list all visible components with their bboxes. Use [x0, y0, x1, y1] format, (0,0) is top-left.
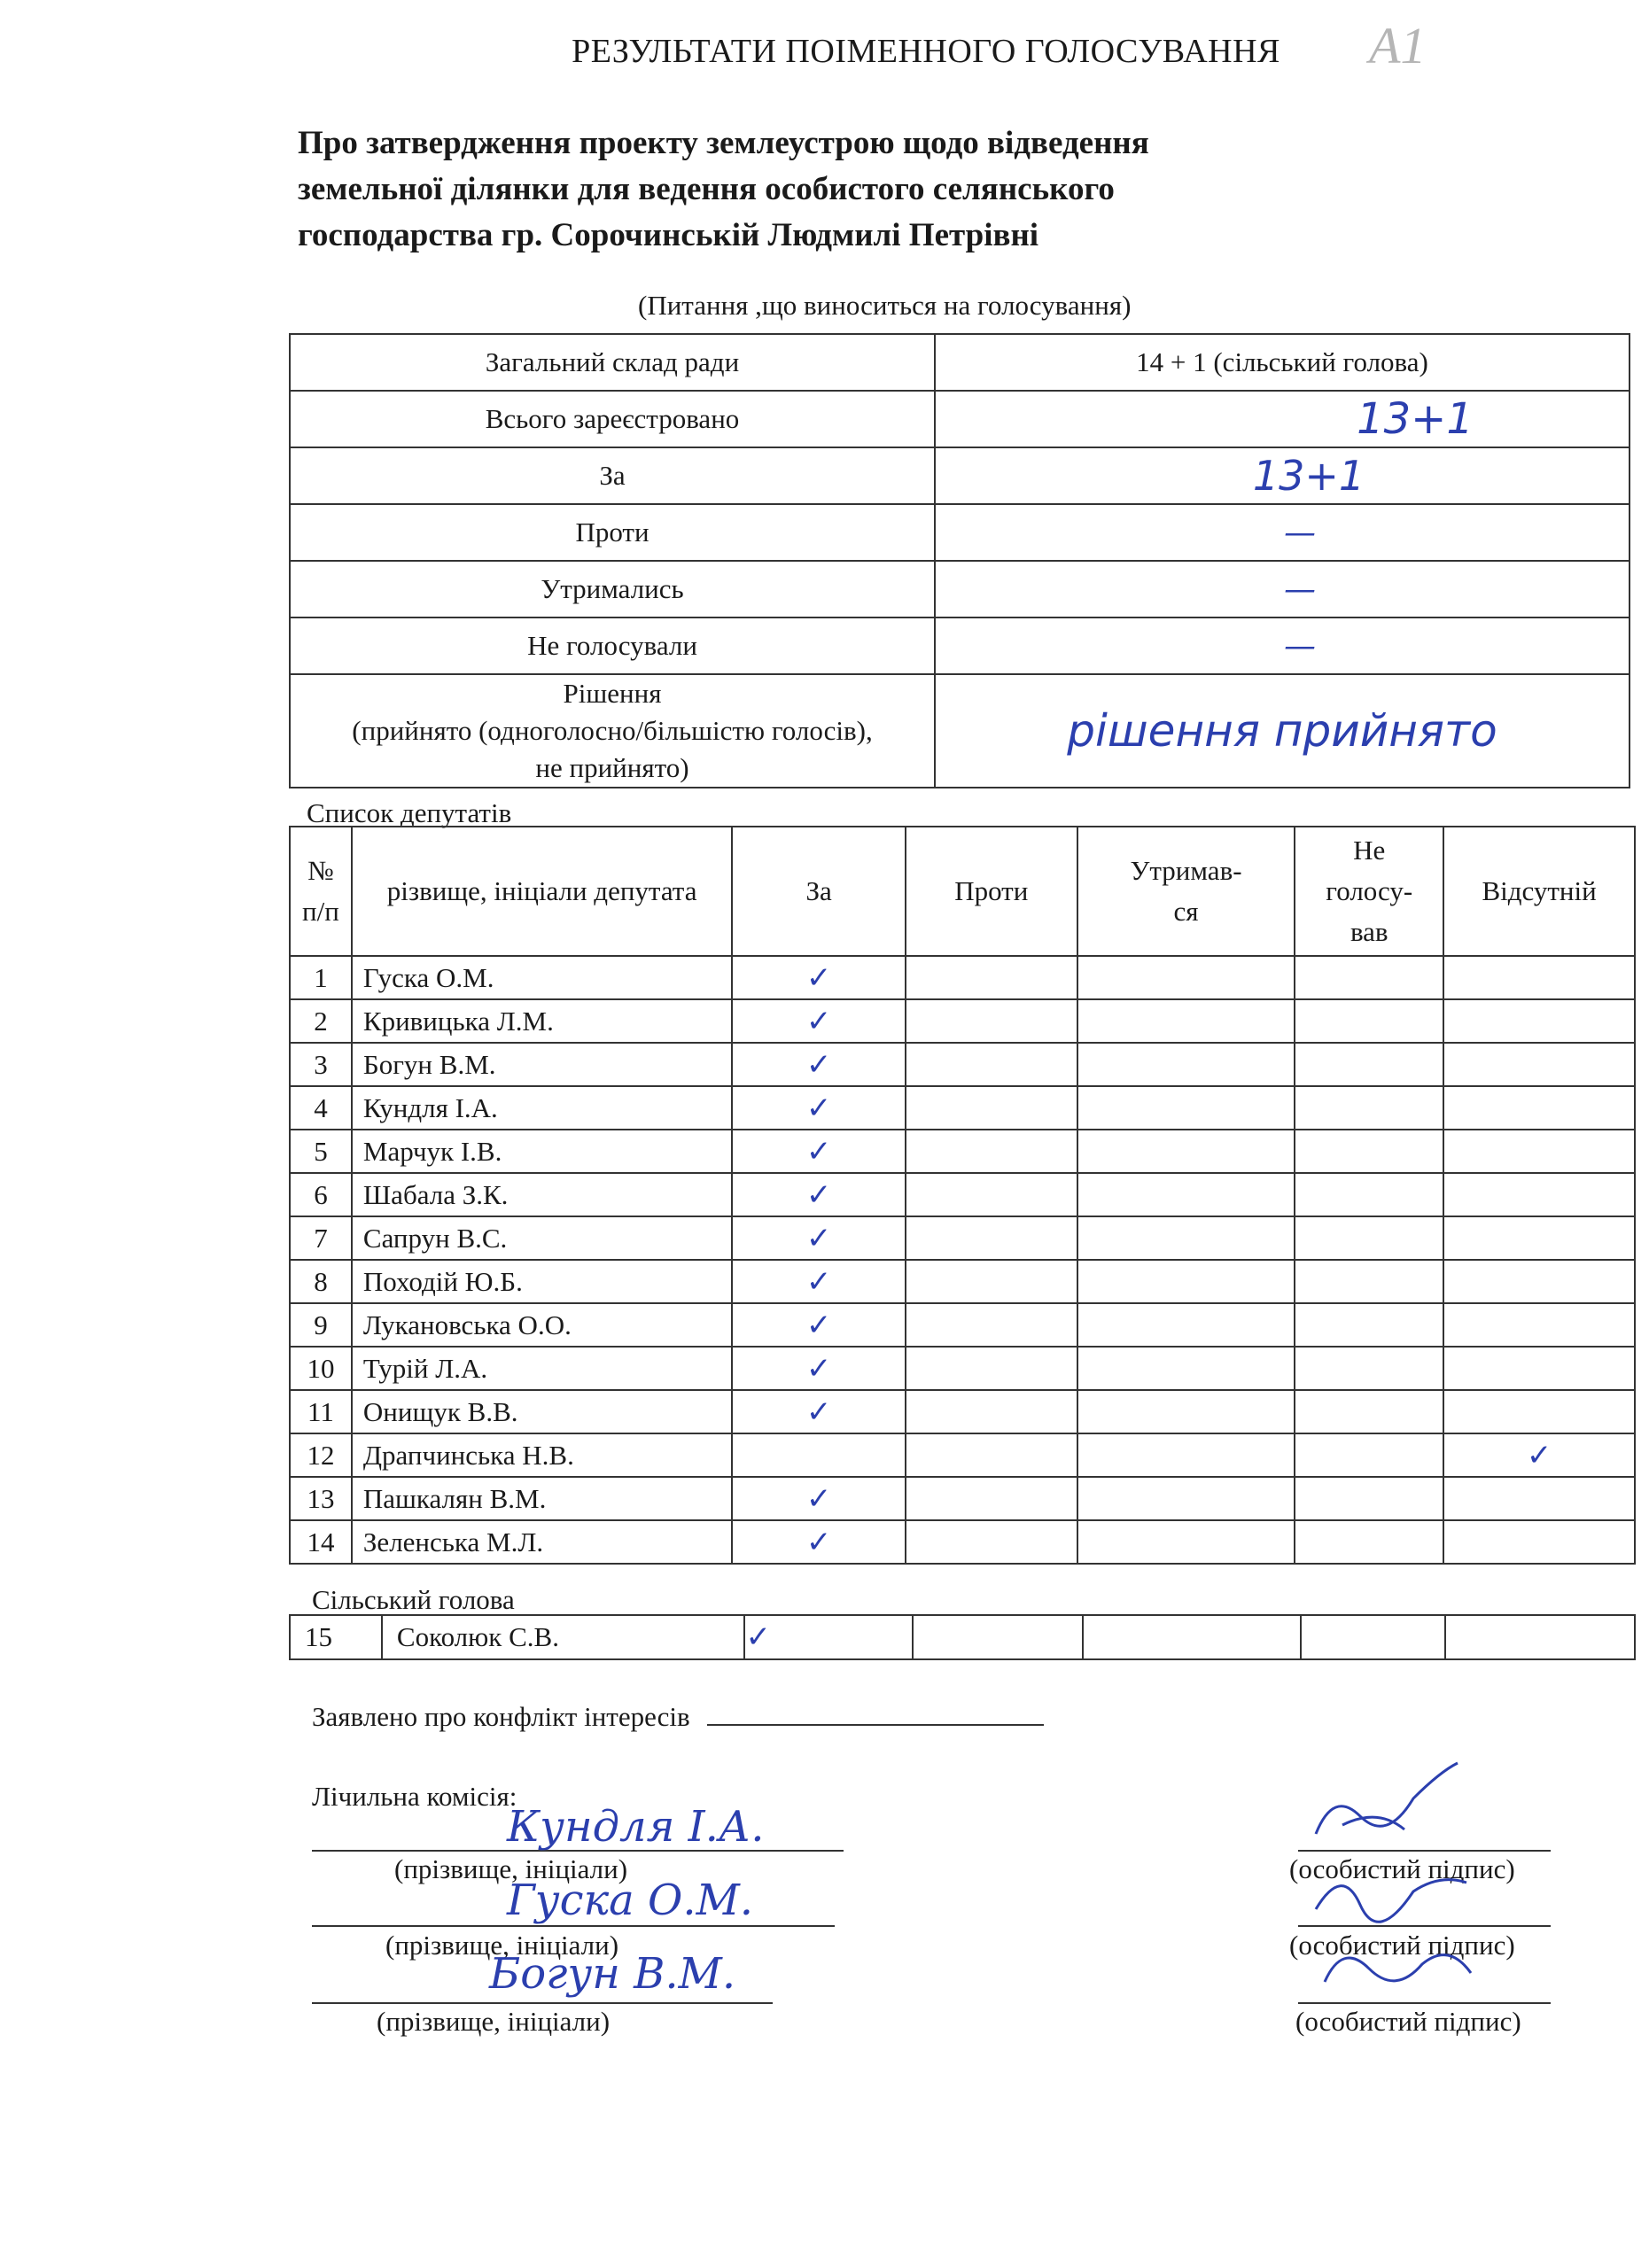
signature-scribble-3 [1307, 1933, 1484, 2004]
deputy-abstained-cell [1077, 956, 1295, 999]
deputy-against-cell [906, 1347, 1077, 1390]
col-abstained-header [1077, 827, 1295, 956]
deputy-absent-check-cell [1443, 1303, 1635, 1347]
registered-cell [935, 391, 1630, 447]
deputy-absent-check-cell [1443, 1433, 1635, 1477]
deputy-for-check: ✓ [805, 1220, 832, 1256]
col-num-line-2: п/п [302, 896, 339, 927]
col-name-header: різвище, ініціали депутата [352, 827, 732, 956]
deputy-num-cell [290, 1173, 352, 1216]
deputy-not-voted-cell [1295, 1043, 1443, 1086]
deputy-absent-check-cell [1443, 1347, 1635, 1390]
deputy-absent-check-cell [1443, 1390, 1635, 1433]
deputy-name: Пашкалян В.М. [362, 1482, 547, 1514]
deputy-abstained-cell [1077, 1173, 1295, 1216]
registered-label: Всього зареєстровано [290, 391, 935, 447]
head-row [290, 1615, 1635, 1659]
deputy-name: Кривицька Л.М. [362, 1005, 554, 1037]
commission-name-caption-1: (прізвище, ініціали) [394, 1853, 628, 1884]
col-not-voted-line-3: вав [1350, 916, 1388, 947]
summary-row-not-voted [290, 617, 1630, 674]
deputy-row [290, 1216, 1635, 1260]
deputy-name: Гуска О.М. [362, 961, 494, 993]
for-value: 13+1 [1252, 452, 1365, 500]
deputies-table-header [290, 827, 1635, 956]
commission-sign-line-1 [1298, 1807, 1551, 1852]
deputy-against-cell [906, 1390, 1077, 1433]
deputy-name-cell [352, 1216, 732, 1260]
col-abstained-line-1: Утримав- [1130, 855, 1242, 886]
deputy-absent-check-cell [1443, 1086, 1635, 1130]
deputy-not-voted-cell [1295, 1086, 1443, 1130]
for-cell [935, 447, 1630, 504]
deputy-name-cell [352, 1433, 732, 1477]
deputy-not-voted-cell [1295, 1390, 1443, 1433]
decision-cell [935, 674, 1630, 788]
deputy-num-cell [290, 1520, 352, 1564]
deputy-for-check-cell [732, 1216, 906, 1260]
deputy-name-cell [352, 1130, 732, 1173]
deputy-name: Зеленська М.Л. [362, 1526, 544, 1557]
corner-mark: А1 [1369, 17, 1427, 74]
head-for-check: ✓ [745, 1619, 771, 1655]
deputy-name-cell [352, 1086, 732, 1130]
head-for-cell [744, 1615, 913, 1659]
against-cell [935, 504, 1630, 561]
deputy-for-check-cell [732, 1520, 906, 1564]
deputy-rows [290, 956, 1635, 1564]
deputy-num-cell [290, 999, 352, 1043]
not-voted-value: — [1284, 627, 1316, 664]
commission-name-line-3 [312, 1949, 773, 2004]
deputy-for-check-cell [732, 1086, 906, 1130]
deputy-not-voted-cell [1295, 956, 1443, 999]
summary-row-abstained [290, 561, 1630, 617]
deputy-for-check-cell [732, 956, 906, 999]
deputy-num-cell [290, 1086, 352, 1130]
deputy-for-check-cell [732, 1347, 906, 1390]
deputy-against-cell [906, 1433, 1077, 1477]
col-for-header: За [732, 827, 906, 956]
deputy-num-cell [290, 1043, 352, 1086]
deputy-not-voted-cell [1295, 1520, 1443, 1564]
deputy-num-cell [290, 1130, 352, 1173]
deputy-num-cell [290, 1260, 352, 1303]
commission-name-hw-3: Богун В.М. [489, 1949, 736, 1999]
deputy-abstained-cell [1077, 1303, 1295, 1347]
deputy-name-cell [352, 1390, 732, 1433]
summary-row-for [290, 447, 1630, 504]
against-value: — [1284, 514, 1316, 551]
deputy-row [290, 1347, 1635, 1390]
head-name: Соколюк С.В. [382, 1615, 745, 1659]
deputy-name: Богун В.М. [362, 1048, 496, 1080]
deputy-num-cell [290, 1216, 352, 1260]
decision-label-line-2: (прийнято (одноголосно/більшістю голосів), [352, 715, 873, 746]
deputy-absent-check-cell [1443, 1216, 1635, 1260]
commission-sign-caption-2: (особистий підпис) [1289, 1930, 1515, 1961]
page-title: РЕЗУЛЬТАТИ ПОІМЕННОГО ГОЛОСУВАННЯ [572, 33, 1280, 70]
deputy-not-voted-cell [1295, 1303, 1443, 1347]
deputy-absent-check-cell [1443, 1260, 1635, 1303]
deputy-for-check: ✓ [805, 1394, 832, 1430]
col-not-voted-header [1295, 827, 1443, 956]
deputy-for-check: ✓ [805, 1046, 832, 1083]
deputy-absent-check-cell [1443, 1043, 1635, 1086]
registered-value: 13+1 [1357, 394, 1474, 444]
deputy-absent-check-cell [1443, 1477, 1635, 1520]
commission-label: Лічильна комісія: [312, 1781, 517, 1812]
deputy-not-voted-cell [1295, 1260, 1443, 1303]
summary-row-registered [290, 391, 1630, 447]
signature-scribble-2 [1307, 1856, 1484, 1927]
deputy-against-cell [906, 1477, 1077, 1520]
deputy-not-voted-cell [1295, 1433, 1443, 1477]
abstained-label: Утримались [290, 561, 935, 617]
deputy-abstained-cell [1077, 1433, 1295, 1477]
deputy-num: 2 [314, 1005, 328, 1037]
deputy-for-check: ✓ [805, 1263, 832, 1300]
deputy-against-cell [906, 1260, 1077, 1303]
summary-row-composition [290, 334, 1630, 391]
deputy-num: 5 [314, 1135, 328, 1167]
abstained-value: — [1284, 571, 1316, 608]
deputy-row [290, 1086, 1635, 1130]
deputy-row [290, 1520, 1635, 1564]
deputy-name-cell [352, 956, 732, 999]
question-caption: (Питання ,що виноситься на голосування) [638, 290, 1132, 321]
not-voted-label: Не голосували [290, 617, 935, 674]
deputy-name: Кундля І.А. [362, 1091, 498, 1123]
deputies-section-label: Список депутатів [307, 797, 512, 828]
deputy-name: Походій Ю.Б. [362, 1265, 523, 1297]
signature-scribble-1 [1307, 1754, 1484, 1843]
col-num-line-1: № [307, 855, 334, 886]
deputy-abstained-cell [1077, 999, 1295, 1043]
deputy-not-voted-cell [1295, 1130, 1443, 1173]
deputy-name: Шабала З.К. [362, 1178, 509, 1210]
against-label: Проти [290, 504, 935, 561]
deputy-name-cell [352, 1477, 732, 1520]
deputy-for-check-cell [732, 1173, 906, 1216]
commission-name-line-2 [312, 1876, 835, 1927]
deputy-against-cell [906, 1173, 1077, 1216]
commission-name-line-1 [312, 1802, 844, 1852]
conflict-line [312, 1701, 1044, 1733]
deputy-abstained-cell [1077, 1216, 1295, 1260]
deputy-row [290, 1043, 1635, 1086]
deputy-name-cell [352, 1173, 732, 1216]
deputy-not-voted-cell [1295, 999, 1443, 1043]
not-voted-cell [935, 617, 1630, 674]
deputy-name: Лукановська О.О. [362, 1309, 572, 1340]
deputy-row [290, 956, 1635, 999]
deputy-absent-check-cell [1443, 956, 1635, 999]
commission-name-hw-1: Кундля І.А. [507, 1802, 765, 1852]
deputy-for-check-cell [732, 1260, 906, 1303]
deputy-for-check: ✓ [805, 1480, 832, 1517]
deputy-abstained-cell [1077, 1477, 1295, 1520]
deputy-num-cell [290, 1347, 352, 1390]
deputy-num: 9 [314, 1309, 328, 1340]
deputy-for-check-cell [732, 1130, 906, 1173]
deputy-name-cell [352, 1260, 732, 1303]
deputy-num: 13 [307, 1482, 335, 1514]
deputy-abstained-cell [1077, 1260, 1295, 1303]
deputy-num-cell [290, 956, 352, 999]
composition-label: Загальний склад ради [290, 334, 935, 391]
deputy-abstained-cell [1077, 1043, 1295, 1086]
deputy-abstained-cell [1077, 1520, 1295, 1564]
commission-sign-line-3 [1298, 1960, 1551, 2004]
commission-sign-caption-1: (особистий підпис) [1289, 1853, 1515, 1884]
decision-label [290, 674, 935, 788]
deputy-abstained-cell [1077, 1390, 1295, 1433]
col-num-header [290, 827, 352, 956]
deputy-row [290, 1130, 1635, 1173]
deputy-for-check-cell [732, 1303, 906, 1347]
deputy-name-cell [352, 999, 732, 1043]
deputy-against-cell [906, 1520, 1077, 1564]
deputy-name-cell [352, 1347, 732, 1390]
deputy-for-check: ✓ [805, 959, 832, 996]
deputy-for-check-cell [732, 1043, 906, 1086]
col-against-header: Проти [906, 827, 1077, 956]
head-section-label: Сільський голова [312, 1584, 515, 1615]
deputy-num: 10 [307, 1352, 335, 1384]
deputy-for-check: ✓ [805, 1524, 832, 1560]
conflict-blank [707, 1724, 1044, 1726]
deputy-row [290, 1433, 1635, 1477]
deputy-absent-check: ✓ [1526, 1437, 1552, 1473]
deputy-name: Марчук І.В. [362, 1135, 502, 1167]
col-absent-header: Відсутній [1443, 827, 1635, 956]
subject-line-2: земельної ділянки для ведення особистого селянського [298, 171, 1115, 207]
deputy-name: Сапрун В.С. [362, 1222, 508, 1254]
deputy-for-check: ✓ [805, 1090, 832, 1126]
subject-line-1: Про затвердження проекту землеустрою щодо відведення [298, 125, 1149, 161]
head-not-voted-cell [1301, 1615, 1446, 1659]
deputy-not-voted-cell [1295, 1347, 1443, 1390]
deputy-row [290, 999, 1635, 1043]
head-num: 15 [290, 1615, 382, 1659]
deputy-against-cell [906, 1086, 1077, 1130]
deputy-for-check-cell [732, 999, 906, 1043]
commission-name-caption-2: (прізвище, ініціали) [385, 1930, 619, 1961]
deputy-against-cell [906, 999, 1077, 1043]
for-label: За [290, 447, 935, 504]
deputy-abstained-cell [1077, 1130, 1295, 1173]
deputy-for-check: ✓ [805, 1307, 832, 1343]
deputy-name: Драпчинська Н.В. [362, 1439, 574, 1471]
deputy-for-check: ✓ [805, 1133, 832, 1169]
deputy-absent-check-cell [1443, 999, 1635, 1043]
deputy-for-check-cell [732, 1433, 906, 1477]
summary-row-decision [290, 674, 1630, 788]
deputy-num-cell [290, 1303, 352, 1347]
deputy-against-cell [906, 1216, 1077, 1260]
deputy-against-cell [906, 1303, 1077, 1347]
head-table [289, 1614, 1636, 1660]
composition-value: 14 + 1 (сільський голова) [935, 334, 1630, 391]
deputy-num-cell [290, 1477, 352, 1520]
deputy-name-cell [352, 1043, 732, 1086]
col-abstained-line-2: ся [1173, 896, 1199, 927]
deputy-num: 4 [314, 1091, 328, 1123]
commission-name-caption-3: (прізвище, ініціали) [377, 2006, 611, 2037]
decision-label-line-3: не прийнято) [535, 752, 689, 783]
deputy-absent-check-cell [1443, 1173, 1635, 1216]
deputies-table [289, 826, 1636, 1565]
deputy-abstained-cell [1077, 1347, 1295, 1390]
deputy-not-voted-cell [1295, 1216, 1443, 1260]
summary-table [289, 333, 1630, 788]
deputy-num: 1 [314, 961, 328, 993]
commission-sign-caption-3: (особистий підпис) [1295, 2006, 1521, 2037]
deputy-not-voted-cell [1295, 1477, 1443, 1520]
abstained-cell [935, 561, 1630, 617]
decision-label-line-1: Рішення [563, 678, 662, 709]
deputy-against-cell [906, 1130, 1077, 1173]
deputy-absent-check-cell [1443, 1130, 1635, 1173]
deputy-num: 7 [314, 1222, 328, 1254]
deputy-for-check: ✓ [805, 1177, 832, 1213]
subject-line-3: господарства гр. Сорочинській Людмилі Петрівні [298, 217, 1039, 253]
col-not-voted-line-2: голосу- [1326, 875, 1413, 906]
commission-name-hw-2: Гуска О.М. [507, 1876, 754, 1925]
deputy-num: 6 [314, 1178, 328, 1210]
deputy-not-voted-cell [1295, 1173, 1443, 1216]
head-absent-cell [1445, 1615, 1635, 1659]
deputy-against-cell [906, 1043, 1077, 1086]
head-against-cell [913, 1615, 1083, 1659]
deputy-absent-check-cell [1443, 1520, 1635, 1564]
deputy-name: Онищук В.В. [362, 1395, 518, 1427]
deputy-for-check: ✓ [805, 1350, 832, 1386]
deputy-row [290, 1173, 1635, 1216]
deputy-row [290, 1260, 1635, 1303]
deputy-num: 12 [307, 1439, 335, 1471]
conflict-label: Заявлено про конфлікт інтересів [312, 1701, 690, 1732]
head-abstained-cell [1083, 1615, 1301, 1659]
deputy-name: Турій Л.А. [362, 1352, 488, 1384]
deputy-row [290, 1477, 1635, 1520]
deputy-num-cell [290, 1433, 352, 1477]
deputy-name-cell [352, 1520, 732, 1564]
deputy-row [290, 1303, 1635, 1347]
deputy-num: 3 [314, 1048, 328, 1080]
deputy-num: 11 [307, 1395, 334, 1427]
deputy-against-cell [906, 956, 1077, 999]
deputy-for-check-cell [732, 1477, 906, 1520]
deputy-name-cell [352, 1303, 732, 1347]
commission-sign-line-2 [1298, 1883, 1551, 1927]
summary-row-against [290, 504, 1630, 561]
deputy-abstained-cell [1077, 1086, 1295, 1130]
col-not-voted-line-1: Не [1353, 835, 1386, 866]
deputy-num-cell [290, 1390, 352, 1433]
deputy-num: 14 [307, 1526, 335, 1557]
deputy-num: 8 [314, 1265, 328, 1297]
deputy-for-check-cell [732, 1390, 906, 1433]
subject-heading [298, 120, 1361, 259]
deputy-row [290, 1390, 1635, 1433]
decision-value: рішення прийнято [1067, 705, 1497, 757]
deputy-for-check: ✓ [805, 1003, 832, 1039]
